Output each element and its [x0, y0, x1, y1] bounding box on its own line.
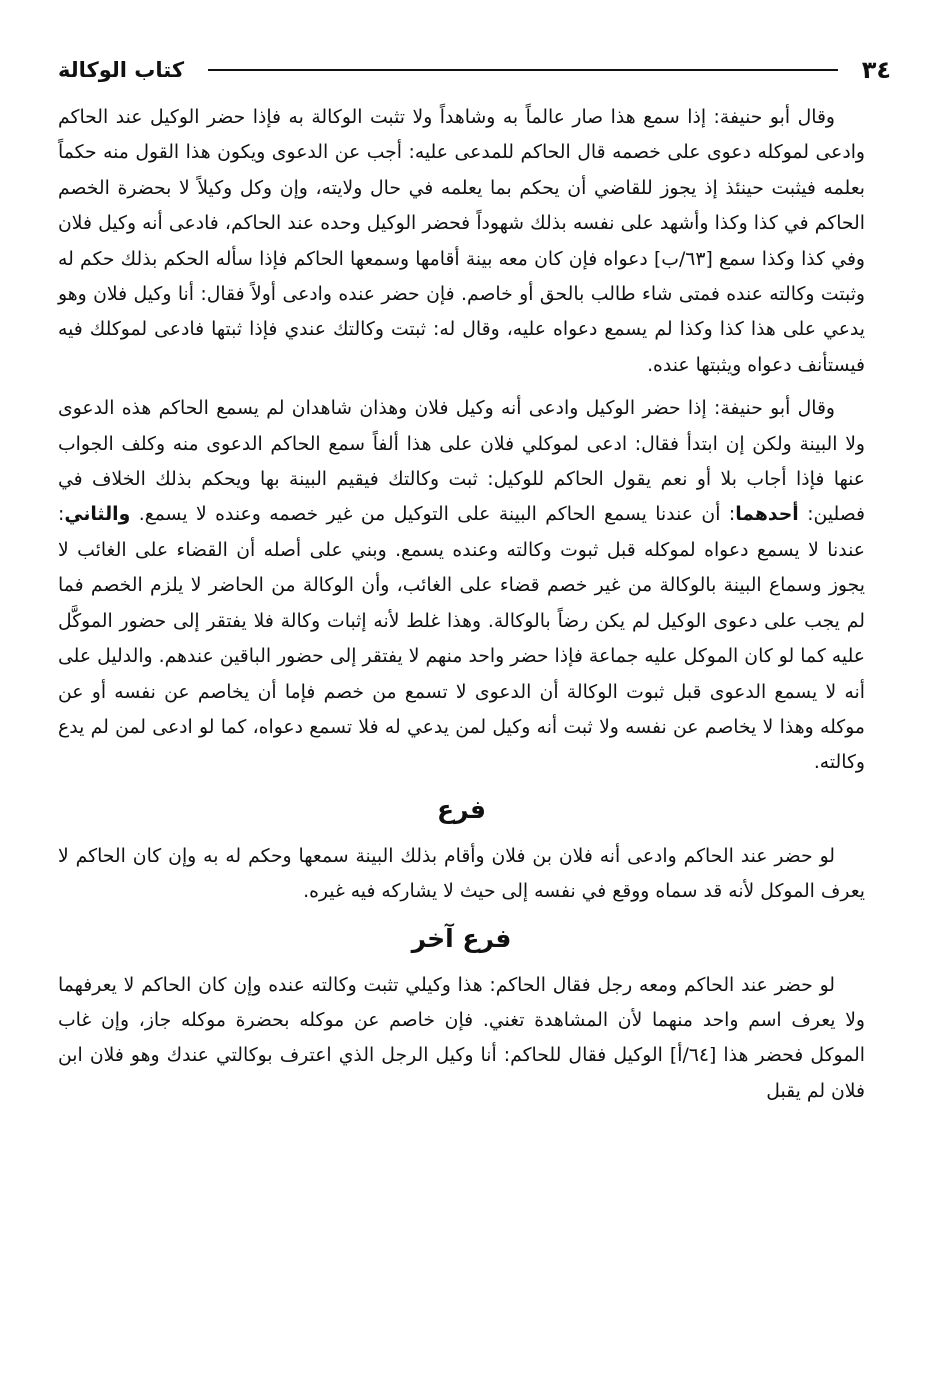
- paragraph-2-text-c: : عندنا لا يسمع دعواه لموكله قبل ثبوت وكالته وعنده يسمع. وبني على أصله أن القضاء على الغائب لا يجوز وسماع البينة بالوكالة من غير خصم قضاء على الغائب، وأن الوكالة من الحاضر لا يلزم الخصم فما لم يجب على دعوى الوكيل لم يكن رضاً بالوكالة. وهذا غلط لأنه إثبات وكالة فلا يفتقر إلى حضور الموكَّل عليه كما لو كان الموكل عليه جماعة فإذا حضر واحد منهم لا يفتقر إلى حضور الباقين عندهم. والدليل على أنه لا يسمع الدعوى قبل ثبوت الوكالة أن الدعوى لا تسمع من خصم فإما أن يخاصم عن نفسه أو عن موكله وهذا لا يخاصم عن نفسه ولا ثبت أنه وكيل لمن يدعي له فلا تسمع دعواه، كما لو ادعى لمن لم يدع وكالته.: [58, 504, 865, 774]
- paragraph-4: لو حضر عند الحاكم ومعه رجل فقال الحاكم: هذا وكيلي تثبت وكالته عنده وإن كان الحاكم لا يعرفهما ولا يعرف اسم واحد منهما لأن المشاهدة تغني. فإن خاصم عن موكله بحضرة موكله جاز، وإن غاب الموكل فحضر هذا [٦٤/أ] الوكيل فقال للحاكم: أنا وكيل الرجل الذي اعترف بوكالتي عندك وهو فلان ابن فلان لم يقبل: [58, 974, 865, 1102]
- paragraph-2: [58, 391, 865, 780]
- paragraph-3: لو حضر عند الحاكم وادعى أنه فلان بن فلان وأقام بذلك البينة سمعها وحكم له به وإن كان الحاكم لا يعرف الموكل لأنه قد سماه ووقع في نفسه إلى حيث لا يشاركه فيه غيره.: [58, 845, 865, 903]
- header-rule: [208, 69, 838, 71]
- page-header: [58, 50, 891, 90]
- heading-far-akhar: فرع آخر: [411, 923, 512, 953]
- running-title: كتاب الوكالة: [58, 58, 185, 82]
- paragraph-2-text-a: وقال أبو حنيفة: إذا حضر الوكيل وادعى أنه وكيل فلان وهذان شاهدان لم يسمع الحاكم هذه الدعوى ولا البينة ولكن إن ابتدأ فقال: ادعى لموكلي فلان على هذا ألفاً سمع الحاكم الدعوى منه وكلف الجواب عنها فإذا أجاب بلا أو نعم يقول الحاكم للوكيل: ثبت وكالتك فيقيم البينة بها ويحكم بذلك الخلاف في فصلين:: [58, 398, 865, 526]
- paragraph-2-text-b: : أن عندنا يسمع الحاكم البينة على التوكيل من غير خصمه وعنده لا يسمع.: [138, 504, 736, 526]
- page-number: ٣٤: [861, 56, 891, 84]
- heading-far: فرع: [437, 794, 486, 824]
- second-point-label: والثاني: [64, 504, 131, 526]
- page-body: [58, 100, 865, 1109]
- paragraph-1: وقال أبو حنيفة: إذا سمع هذا صار عالماً به وشاهداً ولا تثبت الوكالة به فإذا حضر الوكيل عند الحاكم وادعى لموكله دعوى على خصمه قال الحاكم للمدعى عليه: أجب عن الدعوى ويكون هذا القول منه حكماً بعلمه فيثبت حينئذ إذ يجوز للقاضي أن يحكم بما يعلمه في حال ولايته، وإن وكل وكيلاً لا بحضرة الخصم الحاكم في كذا وكذا وأشهد على نفسه بذلك شهوداً فحضر الوكيل وحده عند الحاكم، فادعى أنه وكيل فلان وفي كذا وكذا سمع [٦٣/ب] دعواه فإن كان معه بينة أقامها وسمعها الحاكم فإذا سأله الحكم بذلك حكم له وثبتت وكالته عنده فمتى شاء طالب بالحق أو خاصم. فإن حضر عنده وادعى أولاً فقال: أنا وكيل فلان وهو يدعي على هذا كذا وكذا لم يسمع دعواه عليه، وقال له: ثبتت وكالتك عندي فإذا ثبتها فادعى لموكلك فيه فيستأنف دعواه ويثبتها عنده.: [58, 107, 865, 376]
- first-point-label: أحدهما: [735, 504, 799, 526]
